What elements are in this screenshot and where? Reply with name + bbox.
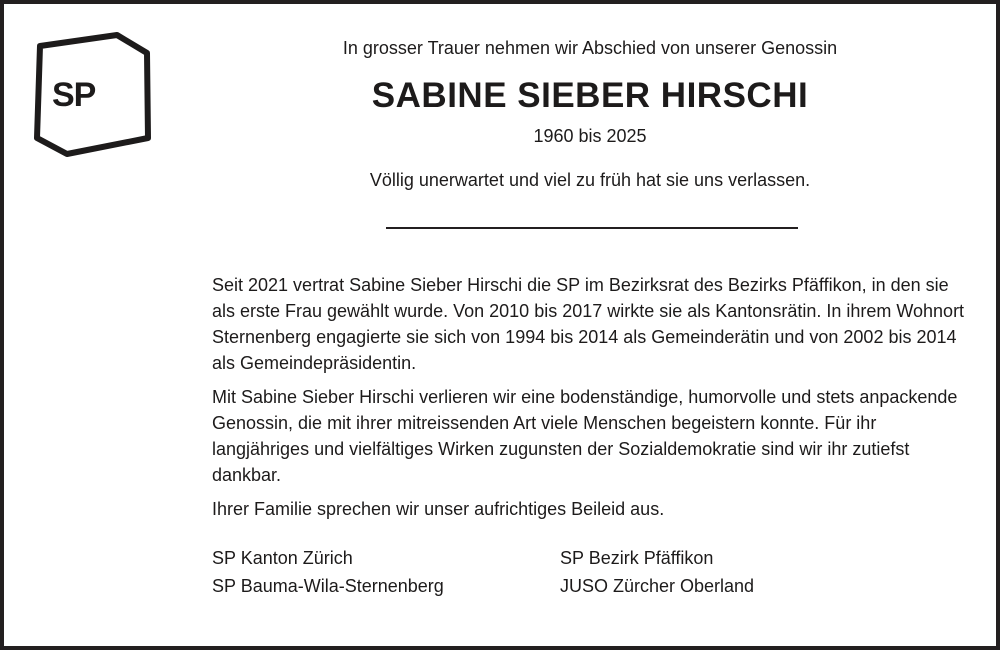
paragraph: Ihrer Familie sprechen wir unser aufrichtiges Beileid aus. xyxy=(212,499,665,519)
divider-rule xyxy=(386,227,798,229)
signatory: SP Bauma-Wila-Sternenberg xyxy=(212,576,444,596)
paragraph: Mit Sabine Sieber Hirschi verlieren wir eine bodenständige, humorvolle und stets anpackende Genossin, die mit ihrer mitreissenden Art viele Menschen begeistern konnte. Für ihr langjähriges und vielfältiges Wirken zugunsten der Sozialdemokratie sind wir ihr zutiefst dankbar. xyxy=(212,387,958,485)
signatory: SP Bezirk Pfäffikon xyxy=(560,548,714,568)
obituary-body xyxy=(212,272,972,530)
life-years: 1960 bis 2025 xyxy=(533,126,647,146)
logo-text: SP xyxy=(52,76,96,114)
signatory: JUSO Zürcher Oberland xyxy=(560,576,755,596)
paragraph: Seit 2021 vertrat Sabine Sieber Hirschi die SP im Bezirksrat des Bezirks Pfäffikon, in den sie als erste Frau gewählt wurde. Von 2010 bis 2017 wirkte sie als Kantonsrätin. In ihrem Wohnort Sternenberg engagierte sie sich von 1994 bis 2014 als Gemeinderätin und von 2002 bis 2014 als Gemeindepräsidentin. xyxy=(212,275,965,373)
deceased-name: SABINE SIEBER HIRSCHI xyxy=(371,76,809,115)
tagline: Völlig unerwartet und viel zu früh hat sie uns verlassen. xyxy=(369,170,811,190)
signatories-left xyxy=(212,544,444,600)
intro-line: In grosser Trauer nehmen wir Abschied von unserer Genossin xyxy=(342,38,838,58)
signatories-right xyxy=(560,544,754,600)
signatory: SP Kanton Zürich xyxy=(212,548,353,568)
